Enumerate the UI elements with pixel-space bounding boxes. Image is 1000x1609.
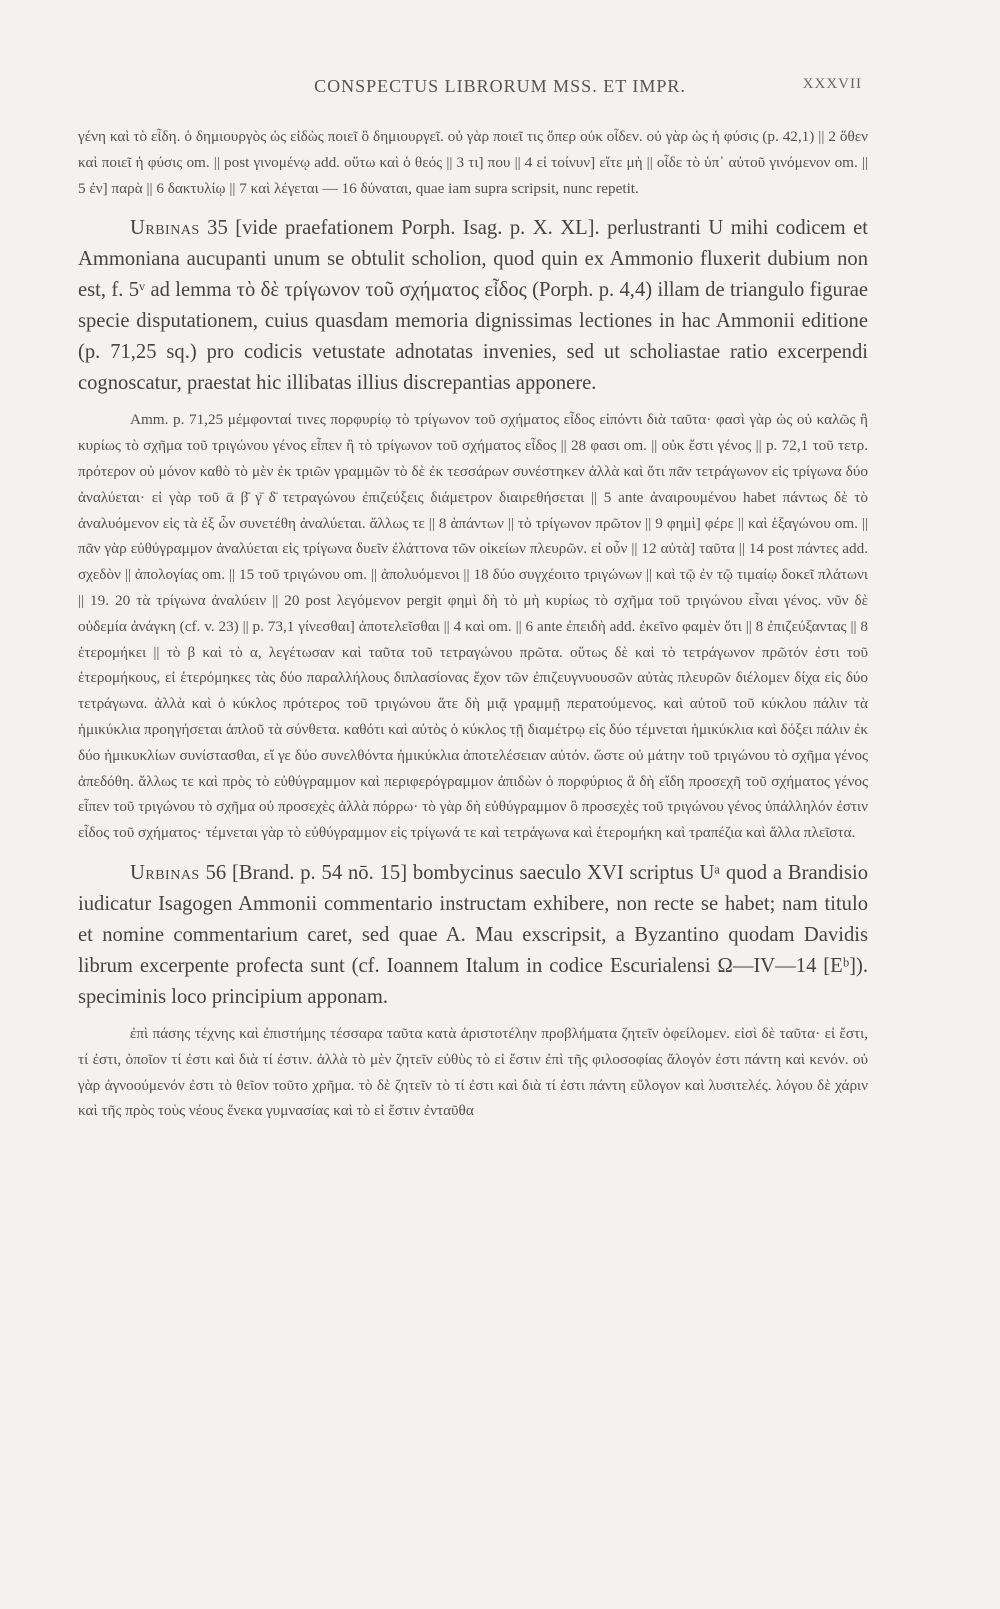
page-content [78, 124, 868, 1124]
apparatus-note-2: Amm. p. 71,25 μέμφονταί τινες πορφυρίῳ τὸ τρίγωνον τοῦ σχήματος εἶδος εἰπόντι διὰ ταῦτα· φασὶ γὰρ ὡς οὐ καλῶς ἢ κυρίως τὸ σχῆμα τοῦ τριγώνου γένος εἶπεν ἢ τὸ τρίγωνον τοῦ σχήματος εἶδος || 28 φασι om. || οὐκ ἔστι γένος || p. 72,1 τοῦ τετρ. πρότερον οὐ μόνον καθὸ τὸ μὲν ἐκ τριῶν γραμμῶν τὸ δὲ ἐκ τεσσάρων συνέστηκεν ἀλλὰ καὶ ὅτι πᾶν τετράγωνον εἰς τρίγωνα δύο ἀναλύεται· εἰ γὰρ τοῦ ᾱ β̄ γ̄ δ̄ τετραγώνου ἐπιζεύξεις διάμετρον διαιρεθήσεται || 5 ante ἀναιρουμένου habet πάντως δὲ τὸ ἀναλυόμενον εἰς τὰ ἐξ ὧν συνετέθη ἀναλύεται. ἄλλως τε || 8 ἁπάντων || τὸ τρίγωνον πρῶτον || 9 φημὶ] φέρε || καὶ ἑξαγώνου om. || πᾶν γὰρ εὐθύγραμμον ἀναλύεται εἰς τρίγωνα δυεῖν ἐλάττονα τῶν οἰκείων πλευρῶν. εἰ οὖν || 12 αὐτὰ] ταῦτα || 14 post πάντες add. σχεδὸν || ἀπολογίας om. || 15 τοῦ τριγώνου om. || ἀπολυόμενοι || 18 δύο συγχέοιτο τριγώνων || καὶ τῷ ἐν τῷ τιμαίῳ δοκεῖ πλάτωνι || 19. 20 τὰ τρίγωνα ἀναλύειν || 20 post λεγόμενον pergit φημὶ δὴ τὸ μὴ κυρίως τὸ σχῆμα τοῦ τριγώνου εἶναι γένος. νῦν δὲ οὐδεμία ἀνάγκη (cf. v. 23) || p. 73,1 γίνεσθαι] ἀποτελεῖσθαι || 4 καὶ om. || 6 ante ἐπειδὴ add. ἐκεῖνο φαμὲν ὅτι || 8 ἐπιζεύξαντας || 8 ἑτερομήκει || τὸ β καὶ τὸ α, λεγέτωσαν καὶ ταῦτα τοῦ τετραγώνου πρῶτα. οὕτως δὲ καὶ τὸ τετράγωνον πρῶτόν ἐστι τοῦ ἑτερομήκους, εἰ ἑτερόμηκες τὰς δύο παραλλήλους διπλασίονας ἔχον τῶν ἐπιζευγνυουσῶν αὐτὰς πλευρῶν διέλομεν δίχα εἰς δύο τετράγωνα. ἀλλὰ καὶ ὁ κύκλος πρότερος τοῦ τριγώνου ἅτε δὴ μιᾷ γραμμῇ περατούμενος. καὶ αὐτοῦ τοῦ κύκλου πάλιν τὰ ἡμικύκλια προηγήσεται ἁπλοῦ τὰ σύνθετα. καθότι καὶ αὐτὸς ὁ κύκλος τῇ διαμέτρῳ εἰς δύο τέμνεται ἡμικύκλια καὶ δόξει πάλιν ἐκ δύο ἡμικυκλίων συνίστασθαι, εἴ γε δύο συνελθόντα ἡμικύκλια ἀποτελέσειαν αὐτόν. ὥστε οὐ μάτην τοῦ τριγώνου τὸ σχῆμα γένος ἀπεδόθη. ἄλλως τε καὶ πρὸς τὸ εὐθύγραμμον καὶ περιφερόγραμμον ἀπιδὼν ὁ πορφύριος ἃ δὴ εἴδη προσεχῆ τοῦ σχήματος γένος εἶπεν τοῦ τριγώνου τὸ σχῆμα οὐ προσεχὲς ἀλλὰ πόρρω· τὸ γὰρ δὴ εὐθύγραμμον ὃ προσεχὲς τοῦ τριγώνου γένος ὑπάλληλόν ἐστιν εἶδος τοῦ σχήματος· τέμνεται γὰρ τὸ εὐθύγραμμον εἰς τρίγωνά τε καὶ τετράγωνα καὶ ἑτερομήκη καὶ τραπέζια καὶ ἄλλα πλεῖστα. [78, 411, 868, 842]
running-header [0, 76, 1000, 106]
running-title: CONSPECTUS LIBRORUM MSS. ET IMPR. [314, 76, 686, 96]
specimen-excerpt: ἐπὶ πάσης τέχνης καὶ ἐπιστήμης τέσσαρα ταῦτα κατὰ ἀριστοτέλην προβλήματα ζητεῖν ὀφείλομεν. εἰσὶ δὲ ταῦτα· εἰ ἔστι, τί ἐστι, ὁποῖον τί ἐστι καὶ διὰ τί ἐστιν. ἀλλὰ τὸ μὲν ζητεῖν εὐθὺς τὸ εἰ ἔστιν ἐπὶ τῆς φιλοσοφίας ἄλογόν ἐστι πάντη καὶ κενόν. οὐ γὰρ ἀγνοούμενόν ἐστι τὸ θεῖον τοῦτο χρῆμα. τὸ δὲ ζητεῖν τὸ τί ἐστι καὶ διὰ τί ἐστι πάντη εὔλογον καὶ λυσιτελές. λόγου δὲ χάριν καὶ τῆς πρὸς τοὺς νέους ἕνεκα γυμνασίας καὶ τὸ εἰ ἔστιν ἐνταῦθα [78, 1024, 868, 1120]
manuscript-name: Urbinas [130, 861, 200, 884]
paragraph-text: 56 [Brand. p. 54 nō. 15] bombycinus saeculo XVI scriptus Uᵃ quod a Brandisio iudicatur Isagogen Ammonii commentario instructam exhibere, non recte se habet; nam titulo et nomine commentarium caret, sed quae A. Mau exscripsit, a Byzantino quodam Davidis librum excerpente profecta sunt (cf. Ioannem Italum in codice Escurialensi Ω—IV—14 [Eᵇ]). speciminis loco principium apponam. [78, 861, 868, 1008]
urbinas-56-paragraph [78, 858, 868, 1013]
apparatus-note-1: γένη καὶ τὸ εἶδη. ὁ δημιουργὸς ὡς εἰδὼς ποιεῖ ὃ δημιουργεῖ. οὐ γὰρ ποιεῖ τις ὅπερ οὐκ οἶδεν. οὐ γὰρ ὡς ἡ φύσις (p. 42,1) || 2 ὅθεν καὶ ποιεῖ ἡ φύσις om. || post γινομένῳ add. οὕτω καὶ ὁ θεός || 3 τι] που || 4 εἰ τοίνυν] εἴτε μὴ || οἶδε τὸ ὑπ᾽ αὐτοῦ γινόμενον om. || 5 ἐν] παρὰ || 6 δακτυλίῳ || 7 καὶ λέγεται — 16 δύναται, quae iam supra scripsit, nunc repetit. [78, 128, 868, 197]
manuscript-name: Urbinas [130, 217, 200, 240]
urbinas-35-paragraph [78, 213, 868, 399]
page-number: XXXVII [802, 76, 862, 92]
paragraph-text: 35 [vide praefationem Porph. Isag. p. X. XL]. perlustranti U mihi codicem et Ammoniana aucupanti unum se obtulit scholion, quod quin ex Ammonio fluxerit dubium non est, f. 5ᵛ ad lemma τὸ δὲ τρίγωνον τοῦ σχήματος εἶδος (Porph. p. 4,4) illam de triangulo figurae specie disputationem, cuius quasdam memoria dignissimas lectiones in hac Ammonii editione (p. 71,25 sq.) pro codicis vetustate adnotatas invenies, sed ut scholiastae ratio excerpendi cognoscatur, praestat hic illibatas illius discrepantias apponere. [78, 217, 868, 395]
